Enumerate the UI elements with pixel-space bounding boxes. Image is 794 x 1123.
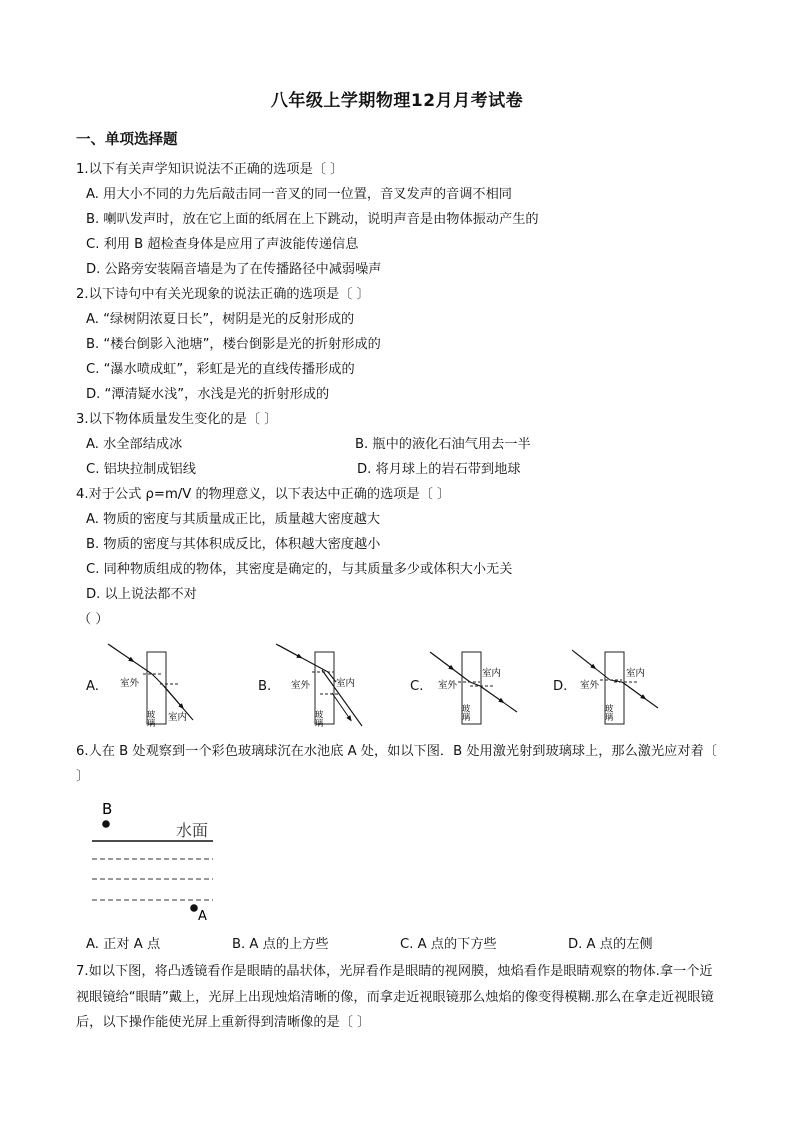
q4-option-b[interactable]: B. 物质的密度与其体积成反比，体积越大密度越小 [86, 537, 381, 552]
q5b-indoor-label: 室内 [336, 678, 356, 689]
q5-option-b-label[interactable]: B. [258, 679, 272, 694]
section-heading: 一、单项选择题 [76, 132, 178, 148]
q1-stem: 1.以下有关声学知识说法不正确的选项是〔 〕 [76, 162, 344, 177]
q5-option-d-label[interactable]: D. [553, 679, 568, 694]
q3-option-b[interactable]: B. 瓶中的液化石油气用去一半 [355, 437, 531, 452]
q2-option-b[interactable]: B. “楼台倒影入池塘”，楼台倒影是光的折射形成的 [86, 337, 381, 352]
q6-option-a[interactable]: A. 正对 A 点 [86, 937, 161, 952]
q5-stem: （ ） [78, 612, 109, 627]
q7-stem: 7.如以下图，将凸透镜看作是眼睛的晶状体，光屏看作是眼睛的视网膜，烛焰看作是眼睛观察的物体.拿一个近视眼镜给“眼睛”戴上，光屏上出现烛焰清晰的像，而拿走近视眼镜那么烛焰的像变得模糊.那么在拿走近视眼镜后，以下操作能使光屏上重新得到清晰像的是〔 〕 [76, 964, 714, 1030]
q2-stem: 2.以下诗句中有关光现象的说法正确的选项是〔 〕 [76, 287, 370, 302]
q3-stem: 3.以下物体质量发生变化的是〔 〕 [76, 412, 278, 427]
q3-option-c[interactable]: C. 铝块拉制成铝线 [86, 462, 196, 477]
q5-figure-c [424, 642, 534, 728]
q6-point-b [102, 820, 110, 828]
q2-option-c[interactable]: C. “瀑水喷成虹”，彩虹是光的直线传播形成的 [86, 362, 355, 377]
q5d-glass-label: 玻璃 [603, 704, 613, 721]
q6-stem: 6.人在 B 处观察到一个彩色玻璃球沉在水池底 A 处，如以下图．B 处用激光射到玻璃球上，那么激光应对着〔 〕 [76, 744, 717, 784]
q5-option-a-label[interactable]: A. [86, 679, 99, 694]
q1-option-c[interactable]: C. 利用 B 超检查身体是应用了声波能传递信息 [86, 237, 359, 252]
q6-point-a [190, 904, 198, 912]
q5b-outdoor-label: 室外 [291, 680, 311, 691]
q6-option-d[interactable]: D. A 点的左侧 [568, 937, 653, 952]
q4-option-a[interactable]: A. 物质的密度与其质量成正比，质量越大密度越大 [86, 512, 381, 527]
q1-option-a[interactable]: A. 用大小不同的力先后敲击同一音叉的同一位置，音叉发声的音调不相同 [86, 187, 512, 202]
q3-option-d[interactable]: D. 将月球上的岩石带到地球 [357, 462, 521, 477]
q5c-outdoor-label: 室外 [438, 680, 458, 691]
q6-figure [88, 798, 218, 924]
q5a-outdoor-label: 室外 [120, 678, 140, 689]
q3-option-a[interactable]: A. 水全部结成冰 [86, 437, 183, 452]
q6-option-c[interactable]: C. A 点的下方些 [400, 937, 497, 952]
q4-option-c[interactable]: C. 同种物质组成的物体，其密度是确定的，与其质量多少或体积大小无关 [86, 562, 513, 577]
q5c-glass-label: 玻璃 [460, 704, 470, 721]
q5a-indoor-label: 室内 [168, 712, 188, 723]
q5-figure-b [274, 642, 384, 728]
q1-option-b[interactable]: B. 喇叭发声时，放在它上面的纸屑在上下跳动，说明声音是由物体振动产生的 [86, 212, 539, 227]
q1-option-d[interactable]: D. 公路旁安装隔音墙是为了在传播路径中减弱噪声 [86, 262, 382, 277]
q5a-glass-label: 玻璃 [145, 710, 155, 727]
q5d-indoor-label: 室内 [626, 668, 646, 679]
q4-option-d[interactable]: D. 以上说法都不对 [86, 587, 197, 602]
q6-point-b-label: B [102, 800, 113, 818]
q2-option-a[interactable]: A. “绿树阴浓夏日长”，树阴是光的反射形成的 [86, 312, 355, 327]
q4-stem: 4.对于公式 ρ=m/V 的物理意义，以下表达中正确的选项是〔 〕 [76, 487, 451, 502]
q2-option-d[interactable]: D. “潭清疑水浅”，水浅是光的折射形成的 [86, 387, 330, 402]
q5c-indoor-label: 室内 [482, 668, 502, 679]
q5b-glass-label: 玻璃 [313, 710, 323, 727]
q5-figure-a [100, 642, 210, 728]
q6-option-b[interactable]: B. A 点的上方些 [232, 937, 329, 952]
q5d-outdoor-label: 室外 [580, 680, 600, 691]
q6-point-a-label: A [198, 909, 207, 924]
q6-water-label: 水面 [176, 821, 209, 840]
q5-option-c-label[interactable]: C. [410, 679, 424, 694]
q5-figure-d [566, 642, 676, 728]
page-title: 八年级上学期物理12月月考试卷 [270, 91, 524, 111]
